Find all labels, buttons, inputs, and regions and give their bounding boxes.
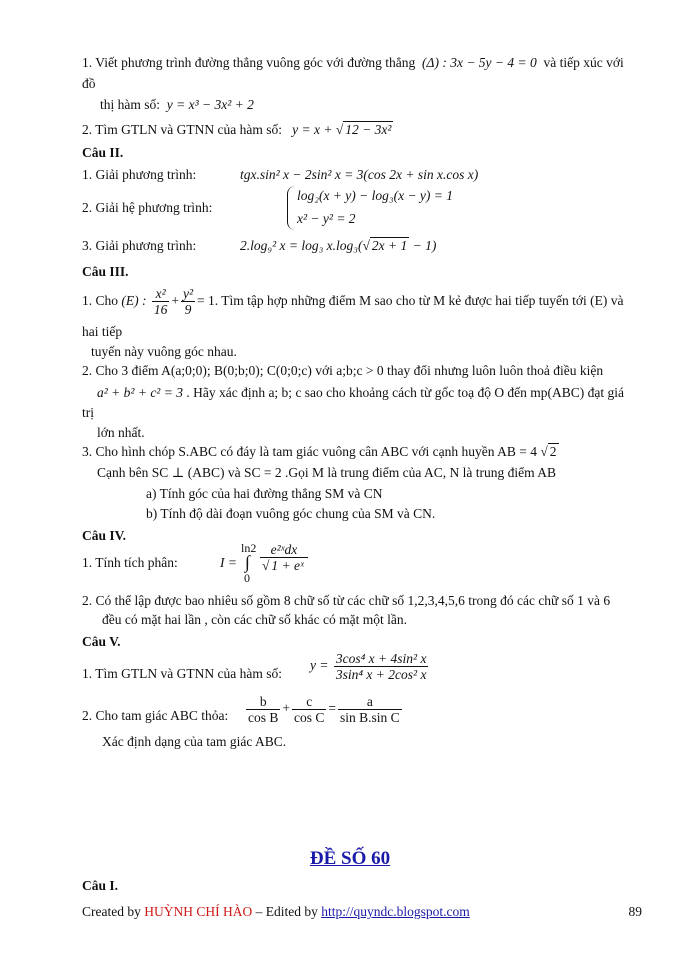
system-brace [287,186,296,230]
fraction: $\frac{\text{x²}}{16}$ [153,286,168,318]
exercise-line: a) Tính góc của hai đường thẳng SM và CN [146,486,383,501]
exercise-line: Xác định dạng của tam giác ABC. [102,734,287,749]
exercise-line: lớn nhất. [97,425,145,440]
equation: 2.log₉² x = log₃ x.log₃(√ 2x + 1 − 1) [240,238,437,253]
exercise-line: đều có mặt hai lần , còn các chữ số khác có mặt một lần. [102,612,407,627]
integral-upper-limit: ln2 [241,541,257,555]
exercise-line: 3. Giải phương trình: [82,238,197,253]
section-heading: Câu IV. [82,528,127,543]
exercise-line: 1. Viết phương trình đường thẳng vuông góc với đường thẳng (Δ) : 3x − 5y − 4 = 0 và tiếp xúc với [82,55,624,70]
section-heading: Câu III. [82,264,129,279]
section-heading: Câu I. [82,878,119,893]
equation: x² − y² = 2 [297,211,356,226]
exercise-line: trị [82,405,94,420]
integrand [258,542,310,573]
fraction: $\frac{\text{e²ˣdx}}{\text{√ 1 + eˣ}}$ [260,542,308,573]
author-name: HUỲNH CHÍ HÀO [144,904,253,919]
exercise-line: 2. Có thể lập được bao nhiêu số gồm 8 chữ số từ các chữ số 1,2,3,4,5,6 trong đó các chữ số 1 và 6 [82,593,611,608]
page-footer: Created by HUỲNH CHÍ HÀO – Edited by http://quyndc.blogspot.com [82,904,470,919]
exercise-line: 1. Giải phương trình: [82,167,197,182]
exercise-line: 2. Tìm GTLN và GTNN của hàm số: y = x + √ 12 − 3x² [82,122,392,137]
exercise-line: 1. Cho (E) : $\frac{\text{x²}}{16}$ + $\frac{\text{y²}}{9}$ = 1. Tìm tập hợp những điểm M sao cho từ M kẻ được hai tiếp tuyến tới (E) và [82,286,624,318]
exercise-line: tuyến này vuông góc nhau. [91,344,237,359]
exercise-line: 1. Tính tích phân: [82,555,178,570]
equation: tgx.sin² x − 2sin² x = 3(cos 2x + sin x.cos x) [240,167,479,182]
fraction: $\frac{b}{\text{cos B}}$ [248,694,279,725]
exercise-line: 1. Tìm GTLN và GTNN của hàm số: [82,666,282,681]
fraction: $\frac{\text{3cos⁴ x + 4sin² x}}{\text{3sin⁴ x + 2cos² x}}$ [335,651,427,682]
fraction: $\frac{c}{\text{cos C}}$ [294,694,325,725]
page-number: 89 [628,904,642,919]
exercise-line: a² + b² + c² = 3 . Hãy xác định a; b; c sao cho khoảng cách từ gốc toạ độ O đến mp(ABC) đạt giá [97,385,625,400]
exercise-line: 3. Cho hình chóp S.ABC có đáy là tam giác vuông cân ABC với cạnh huyền AB = 4 √ 2 [82,444,557,459]
fraction: $\frac{\text{y²}}{9}$ [183,286,194,318]
exercise-line: 2. Giải hệ phương trình: [82,200,213,215]
section-heading: Câu V. [82,634,121,649]
exercise-line: b) Tính độ dài đoạn vuông góc chung của SM và CN. [146,506,436,521]
section-heading: Câu II. [82,145,124,160]
equation: log₂(x + y) − log₃(x − y) = 1 [297,188,454,203]
fraction: $\frac{a}{\text{sin B.sin C}}$ [340,694,400,725]
exercise-line: Cạnh bên SC ⊥ (ABC) và SC = 2 .Gọi M là trung điểm của AC, N là trung điểm AB [97,465,557,480]
exercise-line: thị hàm số: y = x³ − 3x² + 2 [100,97,254,112]
integral-lower-limit: 0 [244,571,250,585]
equation: y = $\frac{\text{3cos⁴ x + 4sin² x}}{\text{3sin⁴ x + 2cos² x}}$ [310,651,427,682]
exercise-line: 2. Cho 3 điểm A(a;0;0); B(0;b;0); C(0;0;c) với a;b;c > 0 thay đổi nhưng luôn luôn thoả điều kiện [82,363,604,378]
blog-link[interactable]: http://quyndc.blogspot.com [321,904,470,919]
equation: $\frac{b}{\text{cos B}}$ + $\frac{c}{\text{cos C}}$ = $\frac{a}{\text{sin B.sin C}}$ [248,694,400,725]
equation: I = [220,555,237,570]
exam-title: ĐỀ SỐ 60 [309,848,391,869]
exercise-line: hai tiếp [82,324,123,339]
exercise-line: đồ [82,76,96,91]
exercise-line: 2. Cho tam giác ABC thỏa: [82,708,229,723]
integral-sign: ∫ [245,552,250,572]
